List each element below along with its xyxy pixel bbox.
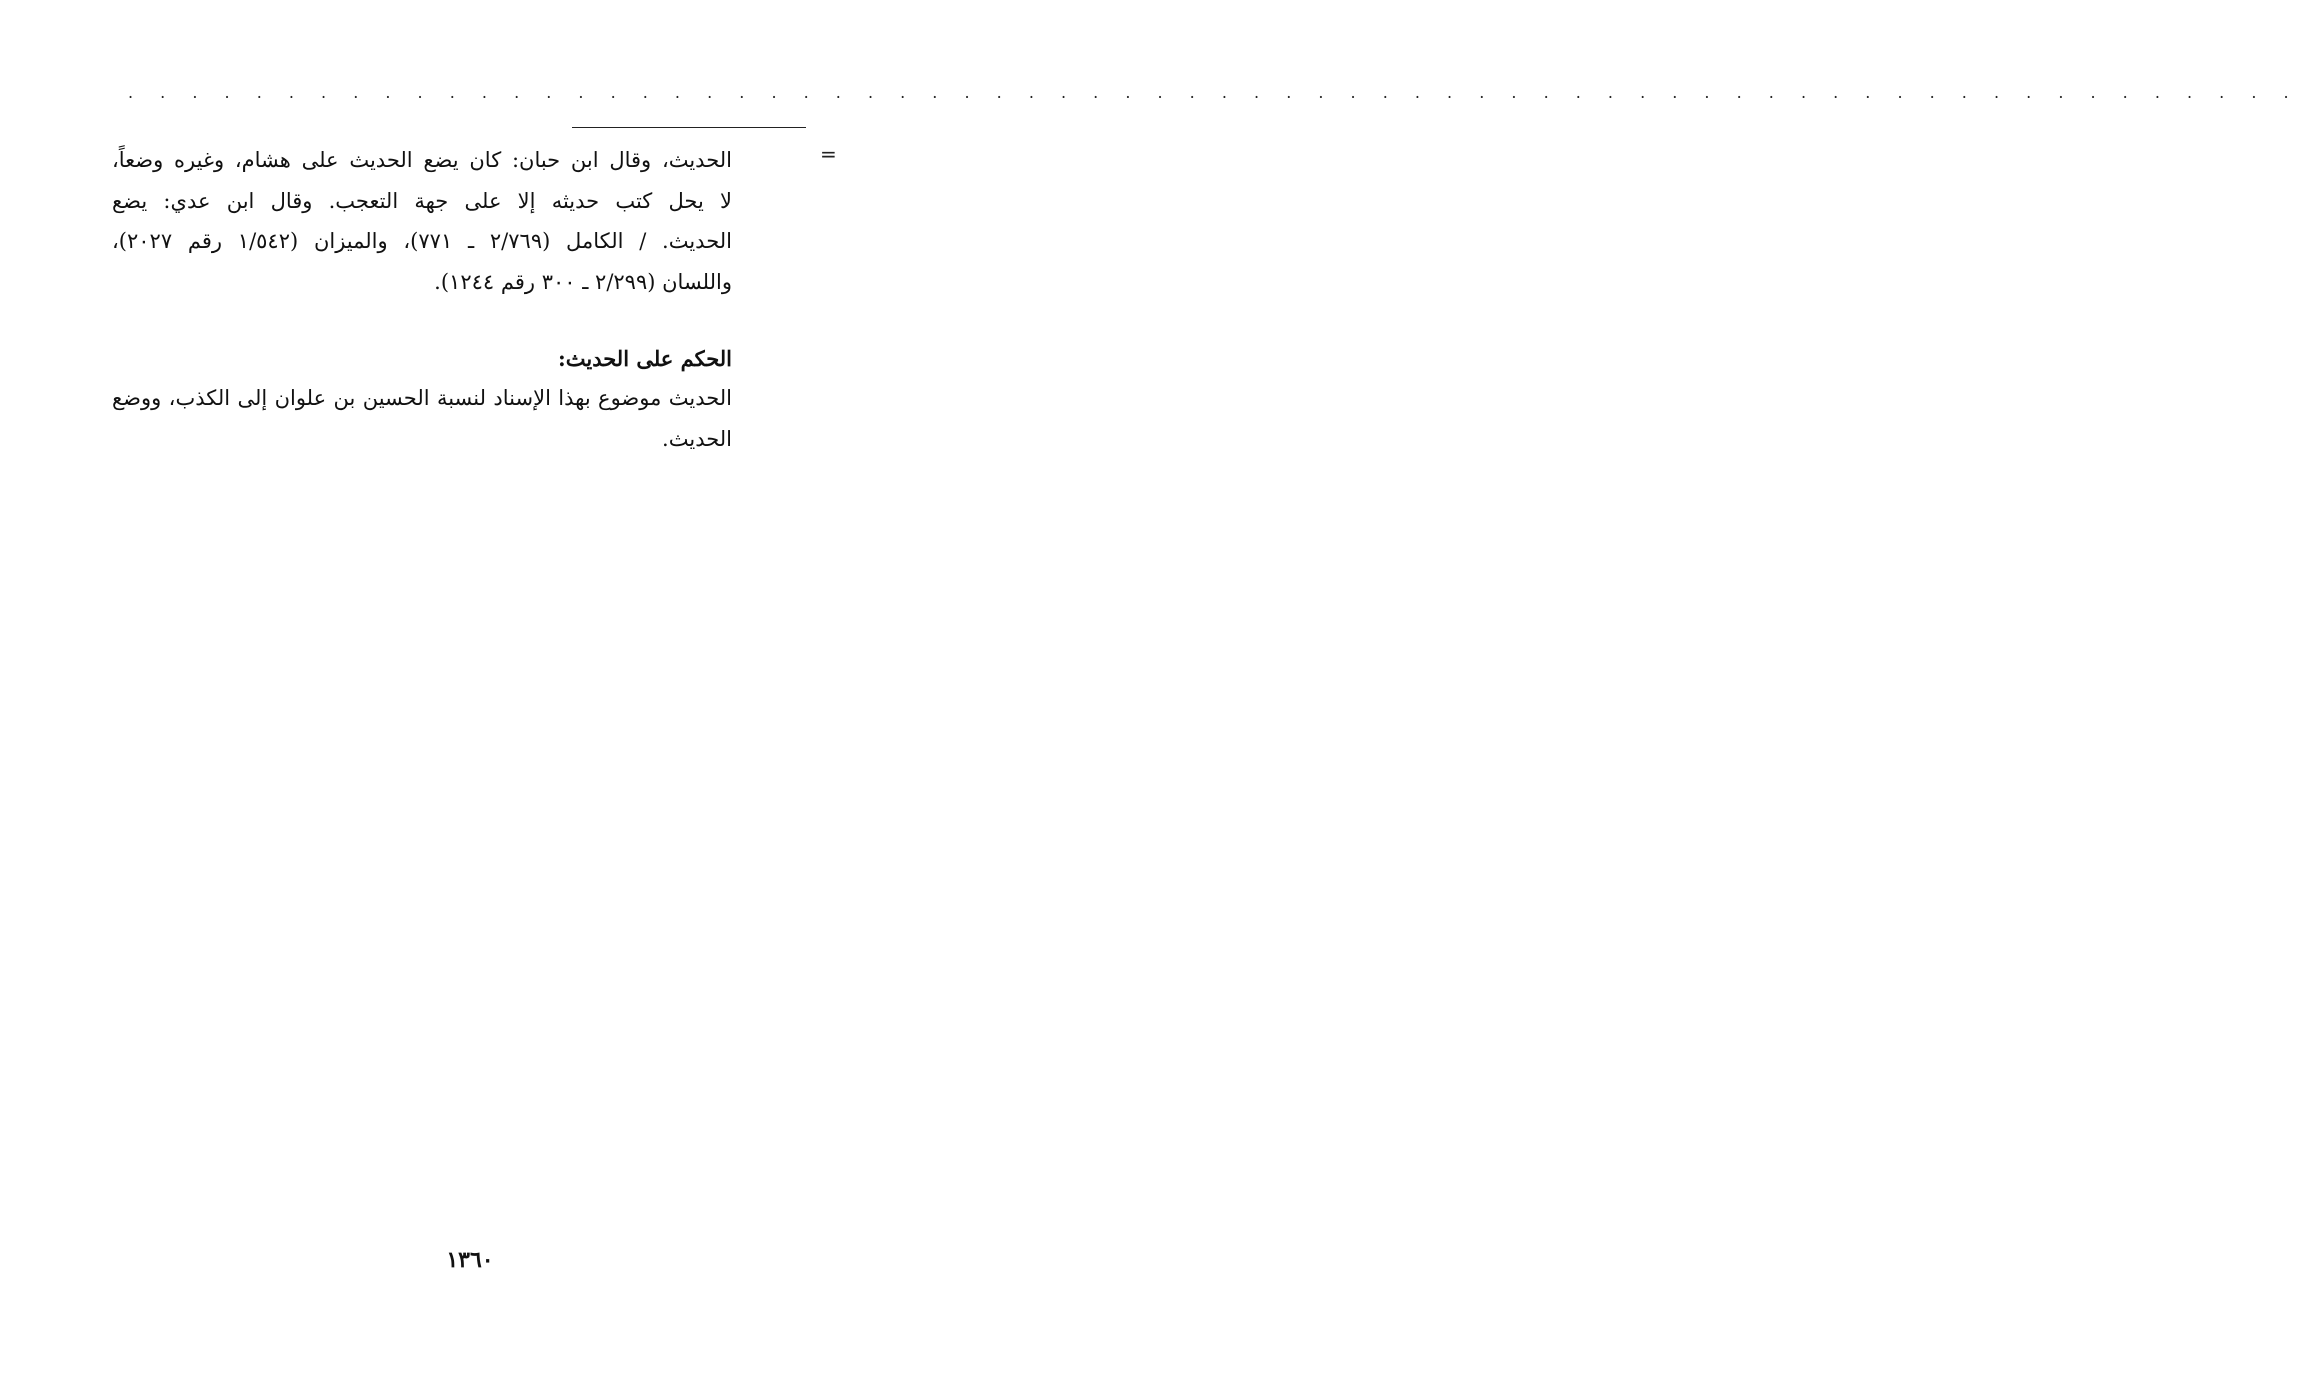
footnote-separator-line — [572, 127, 806, 128]
judgment-line: الحديث. — [662, 426, 732, 451]
judgment-line: الحديث موضوع بهذا الإسناد لنسبة الحسين بن علوان إلى الكذب، ووضع — [112, 386, 732, 410]
dotted-separator: . . . . . . . . . . . . . . . . . . . . . . . . . . . . . . . . . . . . . . . . . . . . . . . . . . . . . . . . . . . . . . . . . . . . — [128, 83, 2300, 102]
footnote-line: لا يحل كتب حديثه إلا على جهة التعجب. وقال ابن عدي: يضع — [112, 188, 732, 213]
page-number: ١٣٦٠ — [446, 1247, 494, 1273]
footnote-line: الحديث، وقال ابن حبان: كان يضع الحديث على هشام، وغيره وضعاً، — [112, 148, 732, 172]
footnote-line: واللسان (٢/٢٩٩ ـ ٣٠٠ رقم ١٢٤٤). — [434, 269, 732, 294]
footnote-line: الحديث. / الكامل (٢/٧٦٩ ـ ٧٧١)، والميزان (١/٥٤٢ رقم ٢٠٢٧)، — [112, 229, 732, 253]
section-heading: الحكم على الحديث: — [558, 346, 732, 371]
continuation-mark: = — [820, 142, 837, 166]
judgment-text — [112, 378, 732, 459]
footnote-text — [112, 140, 732, 302]
